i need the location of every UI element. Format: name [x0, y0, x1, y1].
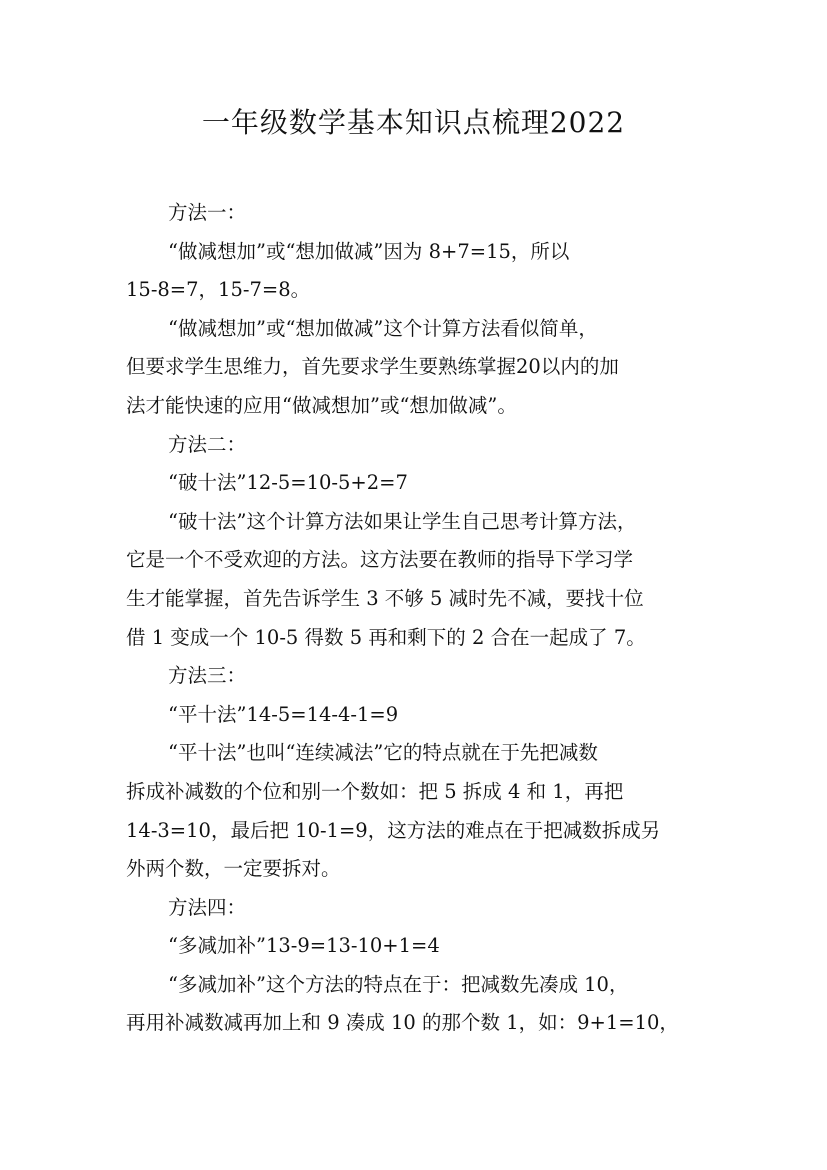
paragraph-line: 但要求学生思维力，首先要求学生要熟练掌握20以内的加	[126, 355, 619, 379]
method-one-heading: 方法一：	[168, 201, 247, 224]
document-body	[126, 194, 716, 1043]
paragraph-line: 拆成补减数的个位和别一个数如：把 5 拆成 4 和 1，再把	[126, 779, 624, 803]
method-four-heading: 方法四：	[168, 895, 247, 919]
paragraph-line: “平十法”14-5=14-4-1=9	[168, 702, 399, 726]
paragraph-line: “平十法”也叫“连续减法”它的特点就在于先把减数	[168, 741, 598, 765]
paragraph-line: “做减想加”或“想加做减”因为 8+7=15，所以	[168, 239, 570, 263]
paragraph-line: “做减想加”或“想加做减”这个计算方法看似简单，	[168, 316, 598, 340]
paragraph-line: “破十法”12-5=10-5+2=7	[168, 471, 408, 495]
method-three-heading: 方法三：	[168, 664, 247, 688]
paragraph-line: “破十法”这个计算方法如果让学生自己思考计算方法，	[168, 509, 637, 533]
paragraph-line: 它是一个不受欢迎的方法。这方法要在教师的指导下学习学	[126, 548, 634, 572]
paragraph-line: “多减加补”13-9=13-10+1=4	[168, 934, 440, 958]
document-title: 一年级数学基本知识点梳理2022	[201, 106, 626, 139]
paragraph-line: 借 1 变成一个 10-5 得数 5 再和剩下的 2 合在一起成了 7。	[126, 625, 646, 649]
paragraph-line: 法才能快速的应用“做减想加”或“想加做减”。	[126, 393, 517, 417]
paragraph-line: 15-8=7，15-7=8。	[126, 278, 311, 302]
paragraph-line: “多减加补”这个方法的特点在于：把减数先凑成 10，	[168, 972, 629, 996]
paragraph-line: 外两个数，一定要拆对。	[126, 857, 341, 881]
method-two-heading: 方法二：	[168, 432, 247, 456]
paragraph-line: 生才能掌握，首先告诉学生 3 不够 5 减时先不减，要找十位	[126, 586, 644, 610]
paragraph-line: 再用补减数减再加上和 9 凑成 10 的那个数 1，如：9+1=10，	[126, 1011, 679, 1035]
paragraph-line: 14-3=10，最后把 10-1=9，这方法的难点在于把减数拆成另	[126, 818, 661, 842]
